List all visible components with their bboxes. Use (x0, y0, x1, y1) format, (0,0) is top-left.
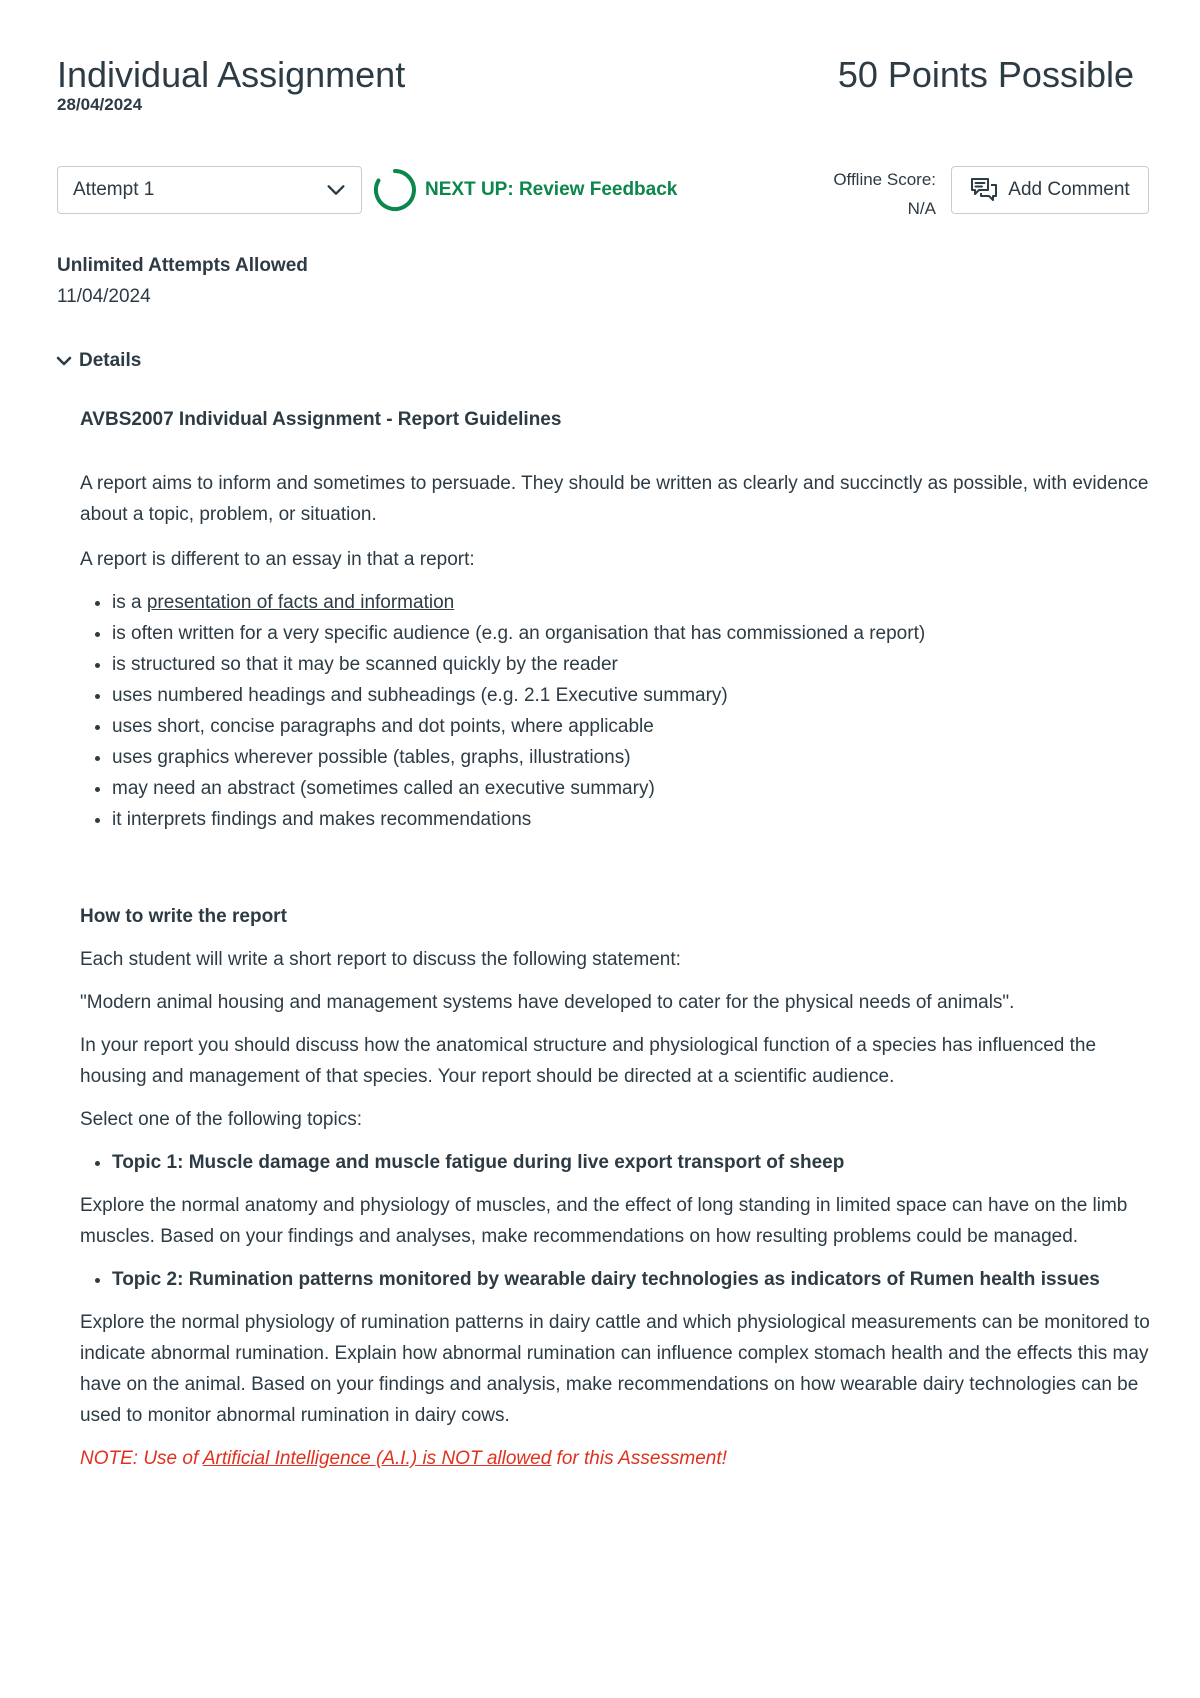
progress-ring-icon (373, 168, 417, 212)
statement: "Modern animal housing and management systems have developed to cater for the physical needs of animals". (80, 992, 1015, 1013)
how-intro: Each student will write a short report to discuss the following statement: (80, 949, 681, 970)
list-item: • is structured so that it may be scanned quickly by the reader (112, 649, 1150, 680)
list-item: • is often written for a very specific audience (e.g. an organisation that has commissioned a report) (112, 618, 1150, 649)
list-item: • uses numbered headings and subheadings (e.g. 2.1 Executive summary) (112, 680, 1150, 711)
points-possible: 50 Points Possible (837, 54, 1134, 95)
topic-1-list (80, 1147, 1150, 1178)
topic-2-list (80, 1264, 1150, 1295)
next-up-link[interactable] (373, 166, 677, 214)
page-title: Individual Assignment (57, 54, 406, 95)
ai-policy-link[interactable]: Artificial Intelligence (A.I.) is NOT allowed (202, 1448, 552, 1469)
details-content (80, 404, 1150, 1474)
next-up-label: NEXT UP: Review Feedback (425, 179, 678, 200)
attempts-allowed: Unlimited Attempts Allowed (57, 255, 308, 276)
offline-score-label: Offline Score: (833, 170, 936, 189)
list-item: • it interprets findings and makes recommendations (112, 804, 1150, 835)
attempt-select[interactable] (57, 166, 362, 214)
due-date: 11/04/2024 (57, 286, 151, 307)
chevron-down-icon (325, 179, 347, 201)
ai-note (80, 1443, 1150, 1474)
offline-score (833, 165, 936, 223)
topic-2-body: Explore the normal physiology of rumination patterns in dairy cattle and which physiological measurements can be monitored to indicate abnormal rumination. Explain how abnormal rumination can influence complex stomach health and the effects this may have on the animal. Based on your findings and analysis, make recommendations on how wearable dairy technologies can be used to monitor abnormal rumination in dairy cows. (80, 1312, 1150, 1426)
list-item (112, 587, 1150, 618)
difference-intro: A report is different to an essay in that a report: (80, 549, 475, 570)
topic-1-body: Explore the normal anatomy and physiology of muscles, and the effect of long standing in limited space can have on the limb muscles. Based on your findings and analyses, make recommendations on how resulting problems could be managed. (80, 1195, 1128, 1247)
select-topic-prompt: Select one of the following topics: (80, 1109, 363, 1130)
report-characteristics-list (80, 587, 1150, 835)
discuss-paragraph: In your report you should discuss how the anatomical structure and physiological function of a species has influenced the housing and management of that species. Your report should be directed at a scientific audience. (80, 1035, 1097, 1087)
attempt-select-value: Attempt 1 (73, 179, 155, 200)
list-item: • may need an abstract (sometimes called an executive summary) (112, 773, 1150, 804)
chevron-down-icon (55, 352, 73, 370)
note-prefix: NOTE: Use of (80, 1448, 203, 1469)
topic-2-title: • Topic 2: Rumination patterns monitored by wearable dairy technologies as indicators of Rumen health issues (112, 1264, 1150, 1295)
add-comment-button[interactable] (951, 166, 1149, 214)
list-item: • uses short, concise paragraphs and dot points, where applicable (112, 711, 1150, 742)
add-comment-label: Add Comment (1008, 179, 1130, 200)
note-suffix: for this Assessment! (551, 1448, 727, 1469)
intro-paragraph: A report aims to inform and sometimes to persuade. They should be written as clearly and succinctly as possible, with evidence about a topic, problem, or situation. (80, 473, 1149, 525)
facts-information-link[interactable]: presentation of facts and information (146, 592, 455, 613)
list-item-prefix: is a (112, 592, 147, 613)
report-guidelines-heading: AVBS2007 Individual Assignment - Report Guidelines (80, 409, 562, 430)
details-toggle-label: Details (79, 350, 142, 371)
offline-score-value: N/A (907, 199, 936, 218)
list-item: • uses graphics wherever possible (tables, graphs, illustrations) (112, 742, 1150, 773)
how-to-write-heading: How to write the report (80, 906, 287, 927)
details-toggle[interactable] (55, 350, 141, 372)
assignment-date: 28/04/2024 (57, 95, 143, 114)
topic-1-title: • Topic 1: Muscle damage and muscle fatigue during live export transport of sheep (112, 1147, 1150, 1178)
comment-icon (970, 176, 998, 204)
